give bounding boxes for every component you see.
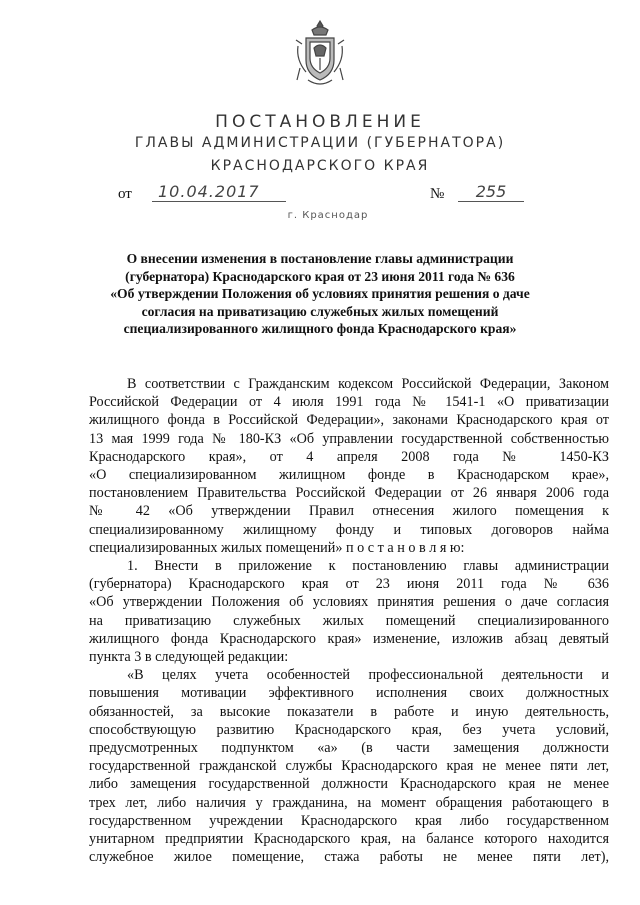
date-label: от [118, 186, 132, 202]
handwritten-date: 10.04.2017 [152, 182, 286, 202]
body-text-line: пункта 3 в следующей редакции: [89, 649, 289, 666]
body-text-line: служебное жилое помещение, стажа работы не менее пяти лет), [89, 849, 609, 866]
body-text-line: В соответствии с Гражданским кодексом Российской Федерации, Законом [127, 376, 609, 392]
body-text-line: предусмотренных подпунктом «а» (в части замещения должности [89, 740, 609, 757]
resolution-body [89, 375, 609, 866]
body-text-line: Российской Федерации от 4 июля 1991 года № 1541-1 «О приватизации [89, 394, 609, 411]
handwritten-number: 255 [458, 182, 524, 202]
title-line: согласия на приватизацию служебных жилых помещений [141, 303, 499, 319]
title-line: «Об утверждении Положения об условиях принятия решения о даче [110, 286, 530, 302]
body-text-line: специализированному жилищному фонду и типовых договоров найма [89, 521, 609, 538]
body-text-line: жилищного фонда в Российской Федерации», законами Краснодарского края от [89, 412, 609, 429]
body-text-line: (губернатора) Краснодарского края от 23 июня 2011 года № 636 [89, 576, 609, 593]
body-text-line: специализированных жилых помещений» п о с т а н о в л я ю: [89, 539, 465, 556]
title-line: (губернатора) Краснодарского края от 23 июня 2011 года № 636 [125, 268, 515, 284]
body-text-line: «В целях учета особенностей профессиональной деятельности и [127, 667, 609, 684]
number-label: № [430, 186, 445, 202]
body-text-line: 1. Внести в приложение к постановлению главы администрации [127, 558, 609, 575]
body-text-line: трех лет, либо наличия у гражданина, на момент обращения работающего в [89, 794, 609, 811]
body-text-line: на приватизацию служебных жилых помещений специализированного [89, 612, 609, 629]
body-text-line: жилищного фонда Краснодарского края» изменение, изложив абзац девятый [89, 630, 609, 647]
city-label: г. Краснодар [287, 210, 369, 221]
body-text-line: унитарном предприятии Краснодарского края, на балансе которого находится [89, 831, 609, 848]
body-text-line: № 42 «Об утверждении Правил отнесения жилого помещения к [89, 503, 609, 520]
body-text-line: государственной гражданской службы Краснодарского края не менее пяти лет, [89, 758, 609, 775]
body-text-line: постановлением Правительства Российской Федерации от 26 января 2006 года [89, 485, 609, 502]
body-text-line: «О специализированном жилищном фонде в Краснодарском крае», [89, 467, 609, 484]
body-text-line: «Об утверждении Положения об условиях принятия решения о даче согласия [89, 594, 609, 611]
body-text-line: государственном учреждении Краснодарского края либо государственном [89, 812, 609, 829]
title-line: О внесении изменения в постановление главы администрации [126, 251, 514, 266]
body-text-line: Краснодарского края», от 4 апреля 2008 года № 1450-КЗ [89, 448, 609, 465]
body-text-line: либо замещения государственной должности Краснодарского края не менее [89, 776, 609, 793]
resolution-title [100, 250, 540, 338]
body-text-line: 13 мая 1999 года № 180-КЗ «Об управлении государственной собственностью [89, 430, 609, 447]
body-text-line: способствующую развитию Краснодарского края, без учета условий, [89, 721, 609, 738]
region-heading: КРАСНОДАРСКОГО КРАЯ [210, 158, 430, 174]
date-number-line [0, 182, 640, 206]
title-line: специализированного жилищного фонда Краснодарского края» [123, 321, 517, 337]
body-text-line: обязанностей, за высокие показатели в работе и иную деятельность, [89, 703, 609, 720]
document-type-heading: ПОСТАНОВЛЕНИЕ [215, 112, 425, 132]
coat-of-arms-emblem [294, 18, 346, 88]
body-text-line: повышения мотивации эффективного исполнения своих должностных [89, 685, 609, 702]
issuer-heading: ГЛАВЫ АДМИНИСТРАЦИИ (ГУБЕРНАТОРА) [134, 135, 506, 151]
